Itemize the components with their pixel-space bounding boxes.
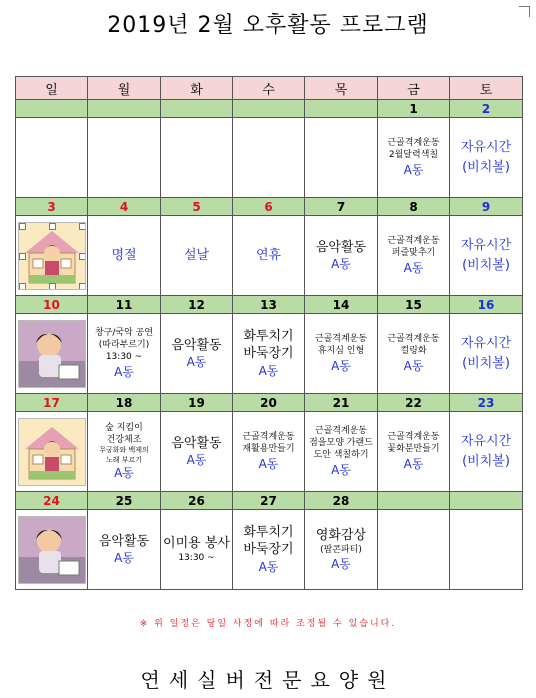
date-row	[16, 492, 523, 510]
activity-location: A동	[403, 358, 424, 373]
activity-row	[16, 412, 523, 492]
activity-location: A동	[331, 358, 351, 373]
activity-text: 재활용만들기	[242, 444, 295, 455]
activity-cell	[16, 412, 88, 492]
date-number: 5	[161, 198, 233, 216]
activity-cell	[88, 412, 161, 492]
activity-text: 노래 부르기	[105, 455, 143, 464]
resize-handle[interactable]	[49, 223, 56, 230]
facility-name: 연세실버전문요양원	[140, 668, 396, 692]
page-title: 2019년 2월 오후활동 프로그램	[107, 13, 429, 38]
date-number	[378, 492, 450, 510]
activity-text: 점을모양 가랜드	[309, 438, 373, 449]
activity-text: (비치볼)	[462, 355, 510, 371]
schedule-change-note: ※ 위 일정은 당일 사정에 따라 조정될 수 있습니다.	[139, 619, 397, 629]
activity-location: A동	[114, 364, 134, 379]
date-number: 6	[233, 198, 305, 216]
activity-row	[16, 216, 523, 296]
activity-text: 음악활동	[171, 337, 222, 353]
activity-location: A동	[258, 456, 279, 471]
date-number: 9	[450, 198, 523, 216]
activity-text: 창구/국악 공연	[94, 328, 154, 339]
activity-text: 이미용 봉사	[163, 535, 230, 551]
activity-text: 영화감상	[315, 527, 367, 543]
activity-text: 휴지심 인형	[317, 346, 365, 357]
resize-handle[interactable]	[19, 283, 26, 290]
activity-cell	[88, 216, 161, 296]
resize-handle[interactable]	[79, 223, 86, 230]
date-number: 12	[161, 296, 233, 314]
date-number: 22	[378, 394, 450, 412]
resize-handle[interactable]	[79, 283, 86, 290]
activity-text: 컬링화	[400, 346, 427, 357]
activity-cell	[378, 510, 450, 590]
date-number: 18	[88, 394, 161, 412]
date-number: 8	[378, 198, 450, 216]
date-row	[16, 100, 523, 118]
weekday-header: 화	[161, 77, 233, 100]
date-number: 23	[450, 394, 523, 412]
activity-cell	[88, 118, 161, 198]
date-number: 16	[450, 296, 523, 314]
date-number: 26	[161, 492, 233, 510]
activity-cell	[233, 314, 305, 394]
date-number	[233, 100, 305, 118]
date-number: 28	[305, 492, 378, 510]
house-illustration	[18, 418, 86, 486]
girl-illustration	[18, 320, 86, 388]
activity-text: (팝콘파티)	[320, 545, 362, 556]
date-number: 3	[16, 198, 88, 216]
activity-text: 꽃화분만들기	[387, 444, 440, 455]
date-number: 17	[16, 394, 88, 412]
activity-cell	[233, 510, 305, 590]
activity-location: A동	[114, 465, 134, 480]
date-number: 14	[305, 296, 378, 314]
activity-location: A동	[403, 162, 424, 177]
date-number	[450, 492, 523, 510]
activity-text: 퍼즐맞추기	[391, 248, 436, 259]
date-row	[16, 394, 523, 412]
activity-text: 근골격계운동	[314, 334, 368, 345]
resize-handle[interactable]	[19, 253, 26, 260]
date-number: 25	[88, 492, 161, 510]
date-number	[88, 100, 161, 118]
activity-cell	[378, 412, 450, 492]
activity-text: 바둑장기	[243, 542, 294, 558]
activity-cell	[161, 314, 233, 394]
activity-cell	[161, 216, 233, 296]
girl-illustration	[18, 516, 86, 584]
activity-cell	[305, 510, 378, 590]
activity-text: 음악활동	[98, 533, 150, 549]
activity-cell	[16, 510, 88, 590]
activity-cell	[450, 118, 523, 198]
activity-location: A동	[186, 355, 207, 370]
activity-cell	[378, 314, 450, 394]
weekday-header-row	[16, 77, 523, 100]
activity-text: 자유시간	[460, 140, 512, 155]
activity-cell	[450, 314, 523, 394]
weekday-header: 일	[16, 77, 88, 100]
activity-cell	[16, 314, 88, 394]
date-number: 1	[378, 100, 450, 118]
activity-location: A동	[114, 551, 134, 566]
date-number: 13	[233, 296, 305, 314]
activity-cell	[450, 510, 523, 590]
date-row	[16, 296, 523, 314]
activity-text: (비치볼)	[462, 257, 510, 273]
date-number: 11	[88, 296, 161, 314]
activity-cell	[16, 216, 88, 296]
activity-text: 자유시간	[460, 336, 512, 351]
date-number: 20	[233, 394, 305, 412]
date-number: 15	[378, 296, 450, 314]
activity-row	[16, 510, 523, 590]
activity-text: 13:30 ~	[105, 352, 143, 363]
activity-text: 13:30 ~	[178, 553, 215, 564]
activity-text: 도안 색칠하기	[313, 450, 369, 461]
date-number: 21	[305, 394, 378, 412]
activity-location: A동	[403, 260, 424, 275]
activity-location: A동	[258, 363, 279, 378]
activity-text: 음악활동	[315, 239, 367, 255]
date-number: 24	[16, 492, 88, 510]
activity-cell	[233, 216, 305, 296]
activity-row	[16, 314, 523, 394]
activity-location: A동	[331, 557, 351, 572]
activity-cell	[305, 412, 378, 492]
date-number: 4	[88, 198, 161, 216]
date-number: 27	[233, 492, 305, 510]
activity-location: A동	[403, 456, 424, 471]
corner-crop-mark	[519, 6, 530, 17]
weekday-header: 목	[305, 77, 378, 100]
date-number	[16, 100, 88, 118]
activity-text: 건강체조	[106, 434, 142, 445]
activity-text: (비치볼)	[462, 453, 510, 469]
activity-text: (따라부르기)	[98, 340, 150, 351]
activity-text: 화투치기	[243, 524, 294, 540]
date-number	[161, 100, 233, 118]
activity-location: A동	[258, 559, 279, 574]
weekday-header: 수	[233, 77, 305, 100]
activity-text: 근골격계운동	[387, 236, 440, 247]
activity-cell	[305, 216, 378, 296]
activity-cell	[378, 216, 450, 296]
activity-text: 숲 지킴이	[105, 422, 143, 433]
activity-text: 2월달력색칠	[388, 150, 439, 161]
activity-cell	[233, 412, 305, 492]
calendar-table	[15, 76, 523, 590]
activity-text: 화투치기	[243, 328, 294, 344]
resize-handle[interactable]	[79, 253, 86, 260]
activity-cell	[233, 118, 305, 198]
activity-cell	[450, 216, 523, 296]
activity-cell	[450, 412, 523, 492]
date-number: 10	[16, 296, 88, 314]
resize-handle[interactable]	[49, 283, 56, 290]
activity-text: 음악활동	[171, 435, 222, 451]
date-number: 2	[450, 100, 523, 118]
activity-text: 명절	[111, 247, 137, 263]
activity-text: 근골격계운동	[387, 138, 440, 149]
activity-text: 자유시간	[460, 238, 512, 253]
activity-cell	[161, 118, 233, 198]
activity-text: 근골격계운동	[314, 426, 368, 437]
date-number	[305, 100, 378, 118]
activity-cell	[16, 118, 88, 198]
weekday-header: 금	[378, 77, 450, 100]
weekday-header: 월	[88, 77, 161, 100]
activity-text: 설날	[183, 247, 210, 263]
activity-cell	[305, 118, 378, 198]
activity-text: 무궁화와 백제의	[99, 446, 149, 455]
activity-location: A동	[331, 462, 351, 477]
activity-text: 근골격계운동	[387, 432, 440, 443]
activity-cell	[305, 314, 378, 394]
activity-text: 연휴	[255, 247, 282, 263]
activity-cell	[88, 314, 161, 394]
activity-text: 자유시간	[460, 434, 512, 449]
activity-cell	[378, 118, 450, 198]
activity-text: 근골격계운동	[242, 432, 295, 443]
weekday-header: 토	[450, 77, 523, 100]
date-number: 19	[161, 394, 233, 412]
activity-text: 근골격계운동	[387, 334, 440, 345]
house-illustration[interactable]	[18, 222, 86, 290]
activity-cell	[88, 510, 161, 590]
date-row	[16, 198, 523, 216]
activity-cell	[161, 510, 233, 590]
activity-row	[16, 118, 523, 198]
activity-text: (비치볼)	[462, 159, 510, 175]
activity-text: 바둑장기	[243, 346, 294, 362]
activity-location: A동	[331, 257, 351, 272]
activity-location: A동	[186, 453, 207, 468]
date-number: 7	[305, 198, 378, 216]
activity-cell	[161, 412, 233, 492]
resize-handle[interactable]	[19, 223, 26, 230]
